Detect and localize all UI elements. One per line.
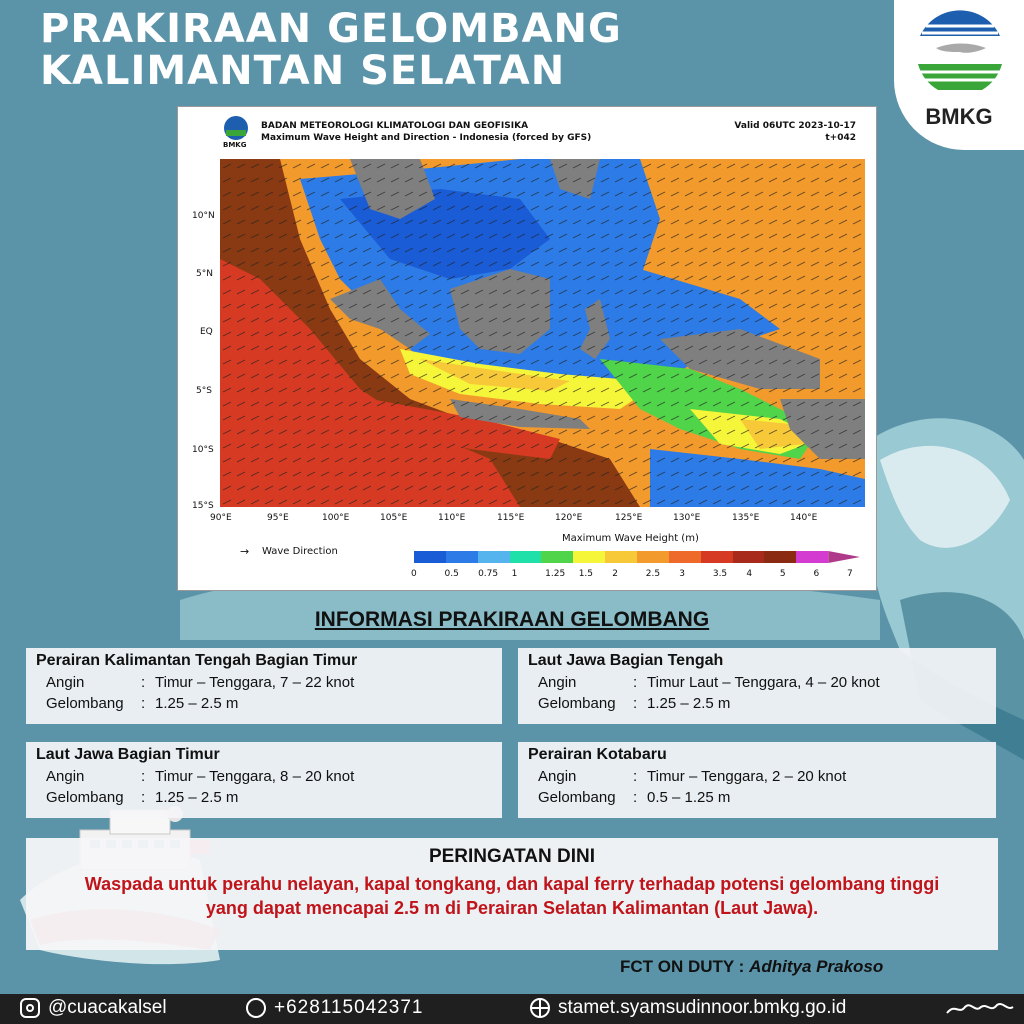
wind-label: Angin [46, 674, 85, 691]
colorbar-tick: 2.5 [645, 569, 661, 579]
lat-tick: EQ [200, 327, 213, 337]
wave-value: 1.25 – 2.5 m [155, 789, 239, 806]
fct-label: FCT ON DUTY : [620, 957, 745, 976]
colorbar-segment [605, 551, 637, 563]
lon-tick: 120°E [555, 513, 583, 523]
colorbar-segment [414, 551, 446, 563]
colorbar-segment [446, 551, 478, 563]
colorbar-tick: 1 [511, 569, 518, 579]
colorbar-segment [733, 551, 765, 563]
lon-tick: 135°E [732, 513, 760, 523]
colorbar-segment [701, 551, 733, 563]
forecast-card-laut-jawa-timur: Laut Jawa Bagian Timur Angin : Timur – Tenggara, 8 – 20 knot Gelombang : 1.25 – 2.5 m [26, 742, 502, 818]
colorbar-segment [669, 551, 701, 563]
card-region-name: Laut Jawa Bagian Timur [36, 746, 220, 763]
colorbar-tick: 2 [612, 569, 618, 579]
colorbar-tick: 4 [746, 569, 753, 579]
map-valid-time: Valid 06UTC 2023-10-17 [734, 121, 856, 131]
colorbar [414, 551, 860, 563]
wind-value: Timur – Tenggara, 8 – 20 knot [155, 768, 355, 785]
wind-label: Angin [46, 768, 85, 785]
wind-value: Timur – Tenggara, 7 – 22 knot [155, 674, 355, 691]
wave-height-field [220, 159, 865, 507]
lon-tick: 115°E [497, 513, 525, 523]
forecast-card-kotabaru: Perairan Kotabaru Angin : Timur – Tenggara, 2 – 20 knot Gelombang : 0.5 – 1.25 m [518, 742, 996, 818]
colorbar-tick: 0 [411, 569, 417, 579]
forecaster-on-duty [620, 957, 883, 977]
lon-tick: 125°E [615, 513, 643, 523]
wind-label: Angin [538, 674, 577, 691]
lon-tick: 100°E [322, 513, 350, 523]
colorbar-tick: 3.5 [712, 569, 728, 579]
lon-tick: 105°E [380, 513, 408, 523]
map-header [178, 107, 876, 157]
bmkg-logo [894, 0, 1024, 150]
wave-direction-arrow-icon: → [240, 545, 250, 558]
colorbar-ticks [411, 569, 853, 581]
signature-icon [945, 999, 1015, 1019]
title-line-1: PRAKIRAAN GELOMBANG [40, 6, 622, 52]
wave-value: 0.5 – 1.25 m [647, 789, 731, 806]
fct-name: Adhitya Prakoso [749, 957, 884, 976]
card-region-name: Perairan Kotabaru [528, 746, 667, 763]
map-agency: BADAN METEOROLOGI KLIMATOLOGI DAN GEOFISIKA [261, 121, 529, 131]
colorbar-tick: 3 [679, 569, 686, 579]
lat-tick: 15°S [192, 501, 214, 511]
lon-tick: 90°E [210, 513, 232, 523]
bmkg-logo-icon [912, 6, 1008, 102]
wave-value: 1.25 – 2.5 m [155, 695, 239, 712]
colorbar-tick: 0.75 [478, 569, 499, 579]
lat-tick: 5°S [196, 386, 212, 396]
whatsapp-icon [246, 998, 266, 1018]
website-link[interactable] [530, 997, 846, 1019]
wave-direction-legend: Wave Direction [262, 546, 338, 557]
lat-tick: 10°N [192, 211, 215, 221]
wave-value: 1.25 – 2.5 m [647, 695, 731, 712]
wind-value: Timur – Tenggara, 2 – 20 knot [647, 768, 847, 785]
card-region-name: Laut Jawa Bagian Tengah [528, 652, 724, 669]
forecast-card-laut-jawa-tengah: Laut Jawa Bagian Tengah Angin : Timur Laut – Tenggara, 4 – 20 knot Gelombang : 1.25 – 2.5 m [518, 648, 996, 724]
footer-bar [0, 994, 1024, 1024]
wave-label: Gelombang [46, 695, 124, 712]
colorbar-segment [828, 551, 860, 563]
lon-tick: 95°E [267, 513, 289, 523]
instagram-icon [20, 998, 40, 1018]
small-logo-label: BMKG [223, 141, 247, 149]
colorbar-segment [764, 551, 796, 563]
colorbar-tick: 7 [847, 569, 853, 579]
colorbar-segment [541, 551, 573, 563]
map-subtitle: Maximum Wave Height and Direction - Indonesia (forced by GFS) [261, 133, 592, 143]
forecast-card-kalteng-timur: Perairan Kalimantan Tengah Bagian Timur Angin : Timur – Tenggara, 7 – 22 knot Gelombang : 1.25 – 2.5 m [26, 648, 502, 724]
lat-tick: 5°N [196, 269, 213, 279]
bmkg-logo-text: BMKG [925, 104, 993, 129]
colorbar-tick: 1.5 [578, 569, 594, 579]
colorbar-segment [796, 551, 828, 563]
colorbar-tick: 1.25 [545, 569, 566, 579]
warning-text: Waspada untuk perahu nelayan, kapal tongkang, dan kapal ferry terhadap potensi gelombang tinggi yang dapat mencapai 2.5 m di Perairan Selatan Kalimantan (Laut Jawa). [84, 874, 940, 918]
lat-tick: 10°S [192, 445, 214, 455]
colorbar-segment [573, 551, 605, 563]
wave-label: Gelombang [538, 789, 616, 806]
instagram-handle: @cuacakalsel [48, 997, 167, 1018]
lon-tick: 140°E [790, 513, 818, 523]
map-lead-time: t+042 [825, 133, 856, 143]
card-region-name: Perairan Kalimantan Tengah Bagian Timur [36, 652, 358, 669]
early-warning-box [26, 838, 998, 950]
wave-label: Gelombang [538, 695, 616, 712]
colorbar-tick: 5 [779, 569, 786, 579]
colorbar-tick: 6 [813, 569, 820, 579]
small-bmkg-icon [223, 115, 249, 141]
globe-icon [530, 998, 550, 1018]
phone-link[interactable] [246, 997, 424, 1019]
colorbar-title: Maximum Wave Height (m) [562, 533, 699, 544]
lon-tick: 130°E [673, 513, 701, 523]
page-title [40, 8, 622, 92]
colorbar-segment [478, 551, 510, 563]
section-title: INFORMASI PRAKIRAAN GELOMBANG [314, 608, 710, 631]
colorbar-segment [510, 551, 542, 563]
lon-tick: 110°E [438, 513, 466, 523]
colorbar-tick: 0.5 [444, 569, 459, 579]
wind-label: Angin [538, 768, 577, 785]
title-line-2: KALIMANTAN SELATAN [40, 48, 566, 94]
map-plot [220, 159, 865, 507]
wave-forecast-map [177, 106, 877, 591]
wave-label: Gelombang [46, 789, 124, 806]
website-url: stamet.syamsudinnoor.bmkg.go.id [558, 997, 847, 1018]
instagram-link[interactable] [20, 997, 167, 1019]
phone-number: +628115042371 [274, 997, 424, 1018]
wind-value: Timur Laut – Tenggara, 4 – 20 knot [647, 674, 880, 691]
colorbar-segment [637, 551, 669, 563]
warning-heading: PERINGATAN DINI [428, 846, 596, 867]
